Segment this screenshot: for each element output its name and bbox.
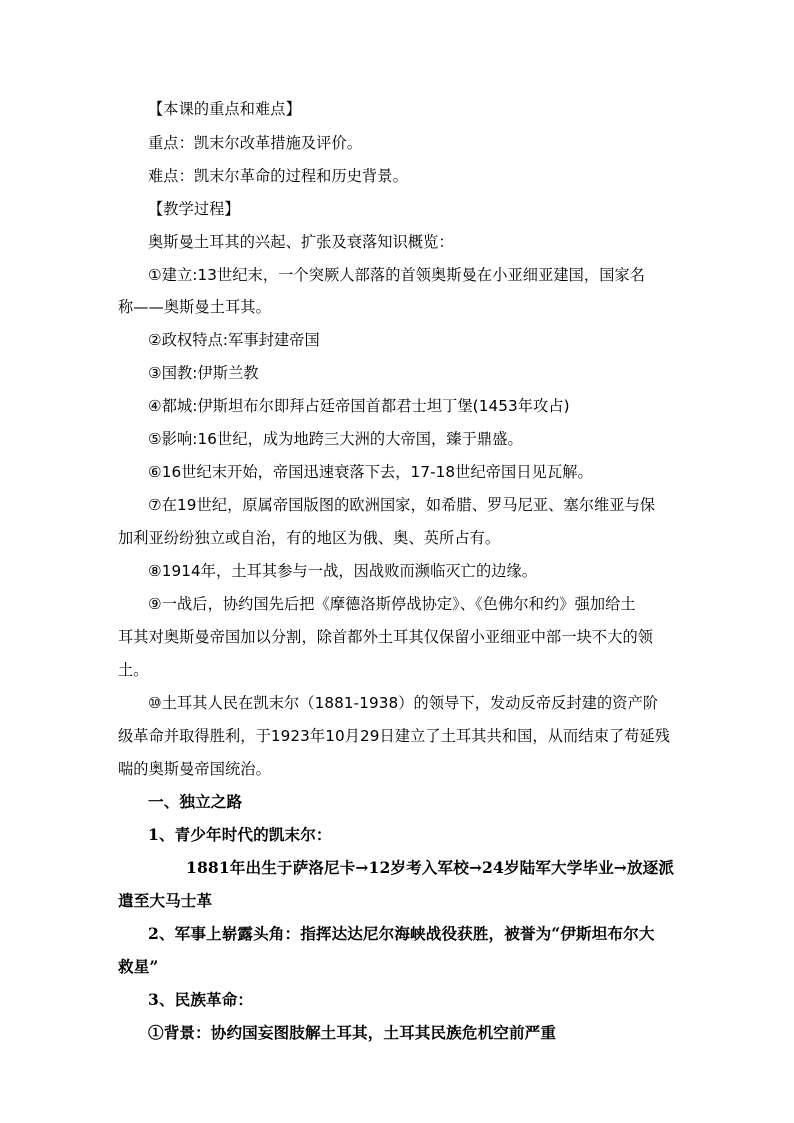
section-1-item-3: 3、民族革命：	[148, 990, 254, 1009]
section-1-item-2-line-2: 救星”	[118, 957, 159, 976]
paragraph-1-line-1: ①建立:13世纪末，一个突厥人部落的首领奥斯曼在小亚细亚建国，国家名	[148, 266, 646, 284]
section-1-item-1: 1、青少年时代的凯末尔：	[148, 825, 332, 844]
paragraph-4: ④都城:伊斯坦布尔即拜占廷帝国首都君士坦丁堡(1453年攻占)	[148, 397, 570, 415]
paragraph-8: ⑧1914年，土耳其参与一战，因战败而濒临灭亡的边缘。	[148, 562, 538, 580]
section-1-item-1-detail-line-2: 遣至大马士革	[118, 891, 213, 910]
section-1-item-1-detail-line-1: 1881年出生于萨洛尼卡→12岁考入军校→24岁陆军大学毕业→放逐派	[186, 858, 675, 877]
paragraph-7-line-1: ⑦在19世纪，原属帝国版图的欧洲国家，如希腊、罗马尼亚、塞尔维亚与保	[148, 496, 656, 514]
section-1-item-2-line-1: 2、军事上崭露头角：指挥达达尼尔海峡战役获胜，被誉为“伊斯坦布尔大	[148, 924, 655, 943]
section-1-item-3-background: ①背景：协约国妄图肢解土耳其，土耳其民族危机空前严重	[148, 1023, 557, 1042]
paragraph-3: ③国教:伊斯兰教	[148, 364, 259, 382]
paragraph-9-line-2: 耳其对奥斯曼帝国加以分割，除首都外土耳其仅保留小亚细亚中部一块不大的领	[118, 628, 654, 646]
paragraph-6: ⑥16世纪末开始，帝国迅速衰落下去，17-18世纪帝国日见瓦解。	[148, 463, 593, 481]
paragraph-9-line-1: ⑨一战后，协约国先后把《摩德洛斯停战协定》、《色佛尔和约》强加给土	[148, 595, 636, 613]
paragraph-7-line-2: 加利亚纷纷独立或自治，有的地区为俄、奥、英所占有。	[118, 529, 501, 547]
paragraph-5: ⑤影响:16世纪，成为地跨三大洲的大帝国，臻于鼎盛。	[148, 430, 523, 448]
key-point: 重点：凯末尔改革措施及评价。	[148, 134, 363, 152]
paragraph-2: ②政权特点:军事封建帝国	[148, 331, 320, 349]
difficult-point: 难点：凯末尔革命的过程和历史背景。	[148, 167, 408, 185]
heading-focus: 【本课的重点和难点】	[148, 100, 301, 118]
heading-process: 【教学过程】	[148, 200, 240, 218]
paragraph-10-line-2: 级革命并取得胜利，于1923年10月29日建立了土耳其共和国，从而结束了苟延残	[118, 727, 671, 745]
paragraph-9-line-3: 土。	[118, 661, 149, 679]
paragraph-10-line-1: ⑩土耳其人民在凯末尔（1881-1938）的领导下，发动反帝反封建的资产阶	[148, 694, 659, 712]
paragraph-10-line-3: 喘的奥斯曼帝国统治。	[118, 760, 271, 778]
overview-intro: 奥斯曼土耳其的兴起、扩张及衰落知识概览：	[148, 233, 454, 251]
section-1-heading: 一、独立之路	[148, 792, 243, 811]
paragraph-1-line-2: 称——奥斯曼土耳其。	[118, 298, 271, 316]
